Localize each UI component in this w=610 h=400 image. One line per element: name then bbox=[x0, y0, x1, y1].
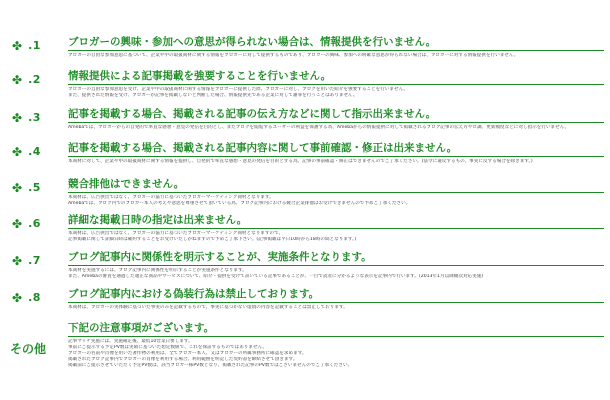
section-number: ✤ .8 bbox=[12, 290, 41, 305]
section-1 bbox=[6, 36, 604, 59]
section-title: 記事を掲載する場合、掲載される記事内容に関して事前確認・修正は出来ません。 bbox=[68, 142, 458, 154]
section-6 bbox=[6, 214, 604, 243]
divider bbox=[68, 192, 604, 193]
divider bbox=[68, 84, 604, 85]
section-body-line: 記事掲載に関して詳細日時は確約することをお受けいたしかねますので予めご了承下さい。(記事掲載は平日10時から18時の間となります。) bbox=[68, 237, 357, 242]
section-content bbox=[68, 178, 604, 207]
section-number: ✤ .4 bbox=[12, 144, 41, 159]
section-body-line: ブロガーの自由な参加意思に基づいて、企業や中の取扱商材に関する情報をブロガーに対して提供するものであり、ブロガーの興味、参加への明確な意思が得られない場合は、ブロガーに対する情報提供を行いません。 bbox=[68, 53, 519, 58]
divider bbox=[68, 336, 604, 337]
notice-line: 掲載されたブログ記事内でブロガーの肖像を利用する場合、利用範囲を明記した契約書を締結させて頂きます。 bbox=[68, 357, 298, 362]
section-7 bbox=[6, 251, 604, 280]
section-body-line: また、Amebaの審査を通過した適正な商品やサービスについて、紹介・提供を受けて書いている記事であることが、一目で読者に分かるような表示を記事内で行います。(2013年1月以降順次対応実施) bbox=[68, 274, 484, 279]
notice-line: 掲載前にご提示させていただく予定PV数は、該当ブロガー様PV数となり、掲載された記事のPV数ではございませんのでご了承ください。 bbox=[68, 363, 353, 368]
notice-line: ブロガーの名前や肖像を用いた著作物の利用は、全てブロガー本人、又はブロガーの所属事務所に確認を求めます。 bbox=[68, 351, 307, 356]
section-content bbox=[68, 322, 604, 369]
divider bbox=[68, 302, 604, 303]
section-2 bbox=[6, 70, 604, 99]
section-title: ブログ記事内における偽装行為は禁止しております。 bbox=[68, 288, 320, 300]
section-title: 競合排他はできません。 bbox=[68, 178, 185, 190]
divider bbox=[68, 156, 604, 157]
section-content bbox=[68, 142, 604, 165]
section-4 bbox=[6, 142, 604, 165]
section-8 bbox=[6, 288, 604, 311]
section-title: ブログ記事内に関係性を明示することが、実施条件となります。 bbox=[68, 251, 372, 263]
notice-line: 事前にご提示する予定PV数は実績に基づいた想定数値で、これを保証するものではありません。 bbox=[68, 345, 268, 350]
section-body-line: 本商材は、広告供出ではなく、ブロガーの協力に基づいたブロガーマーケティング商材となりますので、 bbox=[68, 231, 284, 236]
flower-bullet-icon: ✤ bbox=[12, 180, 23, 195]
flower-bullet-icon: ✤ bbox=[12, 110, 23, 125]
section-body-line: また、提供された情報を受け、ブロガーが記事を掲載しないと判断した場合、情報提供先である企業に対して謝罪を行うことはありません。 bbox=[68, 93, 358, 98]
flower-bullet-icon: ✤ bbox=[12, 290, 23, 305]
flower-bullet-icon: ✤ bbox=[12, 253, 23, 268]
section-content bbox=[68, 70, 604, 99]
section-content bbox=[68, 214, 604, 243]
section-number: ✤ .6 bbox=[12, 216, 41, 231]
divider bbox=[68, 122, 604, 123]
section-title: 詳細な掲載日時の指定は出来ません。 bbox=[68, 214, 248, 226]
section-body-line: 本商材に対して、企業や中の取扱商材に関する情報を提供し、自発的で率直な感想・意見の発信を目的とする為、記事の事前確認・修正はできませんのでご了承ください。(法令に違反するもの、事実に反する場合を除きます。) bbox=[68, 159, 533, 164]
notice-line: 記事マッチ実施には、実施確定後、最低10営業日要します。 bbox=[68, 339, 193, 344]
flower-bullet-icon: ✤ bbox=[12, 144, 23, 159]
section-body-line: Amebaでは、ブロガーからの自発的で率直な感想・意見の発信を目的とし、またブログを閲覧するユーザーの利益を保護する為、Amebaからの情報提供に対して掲載されるブログ記事の伝え方やロ調、更新頻度などに対し指示を行いません。 bbox=[68, 125, 570, 130]
section-body-line: 本商材を実施するには、ブログ記事内に関係性を明示することが実施条件となります。 bbox=[68, 268, 247, 273]
section-body-line: Amebaでは、ブログ内でのブロガー本人の考えや意思を尊重させて頂いている為、ブログ記事内における競合企業排他はお受けできませんので予めご了承ください。 bbox=[68, 201, 411, 206]
divider bbox=[68, 228, 604, 229]
section-title: ブロガーの興味・参加への意思が得られない場合は、情報提供を行いません。 bbox=[68, 36, 437, 48]
section-content bbox=[68, 288, 604, 311]
section-other bbox=[6, 322, 604, 369]
section-number: ✤ .3 bbox=[12, 110, 41, 125]
section-3 bbox=[6, 108, 604, 131]
section-number: ✤ .2 bbox=[12, 72, 41, 87]
section-number: ✤ .1 bbox=[12, 38, 41, 53]
section-body-line: 本商材は、ブロガーの実体験に基づいた事実のみを記載するもので、事実に基づかない虚偽の内容を記載することは禁止しております。 bbox=[68, 305, 348, 310]
other-label: その他 bbox=[10, 342, 47, 356]
section-content bbox=[68, 108, 604, 131]
section-number: ✤ .7 bbox=[12, 253, 41, 268]
section-title: 下記の注意事項がございます。 bbox=[68, 322, 215, 334]
flower-bullet-icon: ✤ bbox=[12, 216, 23, 231]
flower-bullet-icon: ✤ bbox=[12, 72, 23, 87]
section-number: ✤ .5 bbox=[12, 180, 41, 195]
divider bbox=[68, 50, 604, 51]
flower-bullet-icon: ✤ bbox=[12, 38, 23, 53]
section-content bbox=[68, 251, 604, 280]
section-title: 情報提供による記事掲載を強要することを行いません。 bbox=[68, 70, 332, 82]
divider bbox=[68, 265, 604, 266]
section-body-line: ブロガーの自由な参加意思を受け、企業や中の取扱商材に関する情報をブロガーに提供した際、ブロガーに対し、ブログを用いた紹介を強要することを行いません。 bbox=[68, 87, 409, 92]
section-content bbox=[68, 36, 604, 59]
section-body-line: 本商材は、広告供出ではなく、ブロガーの協力に基づいたブロガーマーケティング商材となります。 bbox=[68, 195, 274, 200]
section-5 bbox=[6, 178, 604, 207]
section-title: 記事を掲載する場合、掲載される記事の伝え方などに関して指示出来ません。 bbox=[68, 108, 437, 120]
